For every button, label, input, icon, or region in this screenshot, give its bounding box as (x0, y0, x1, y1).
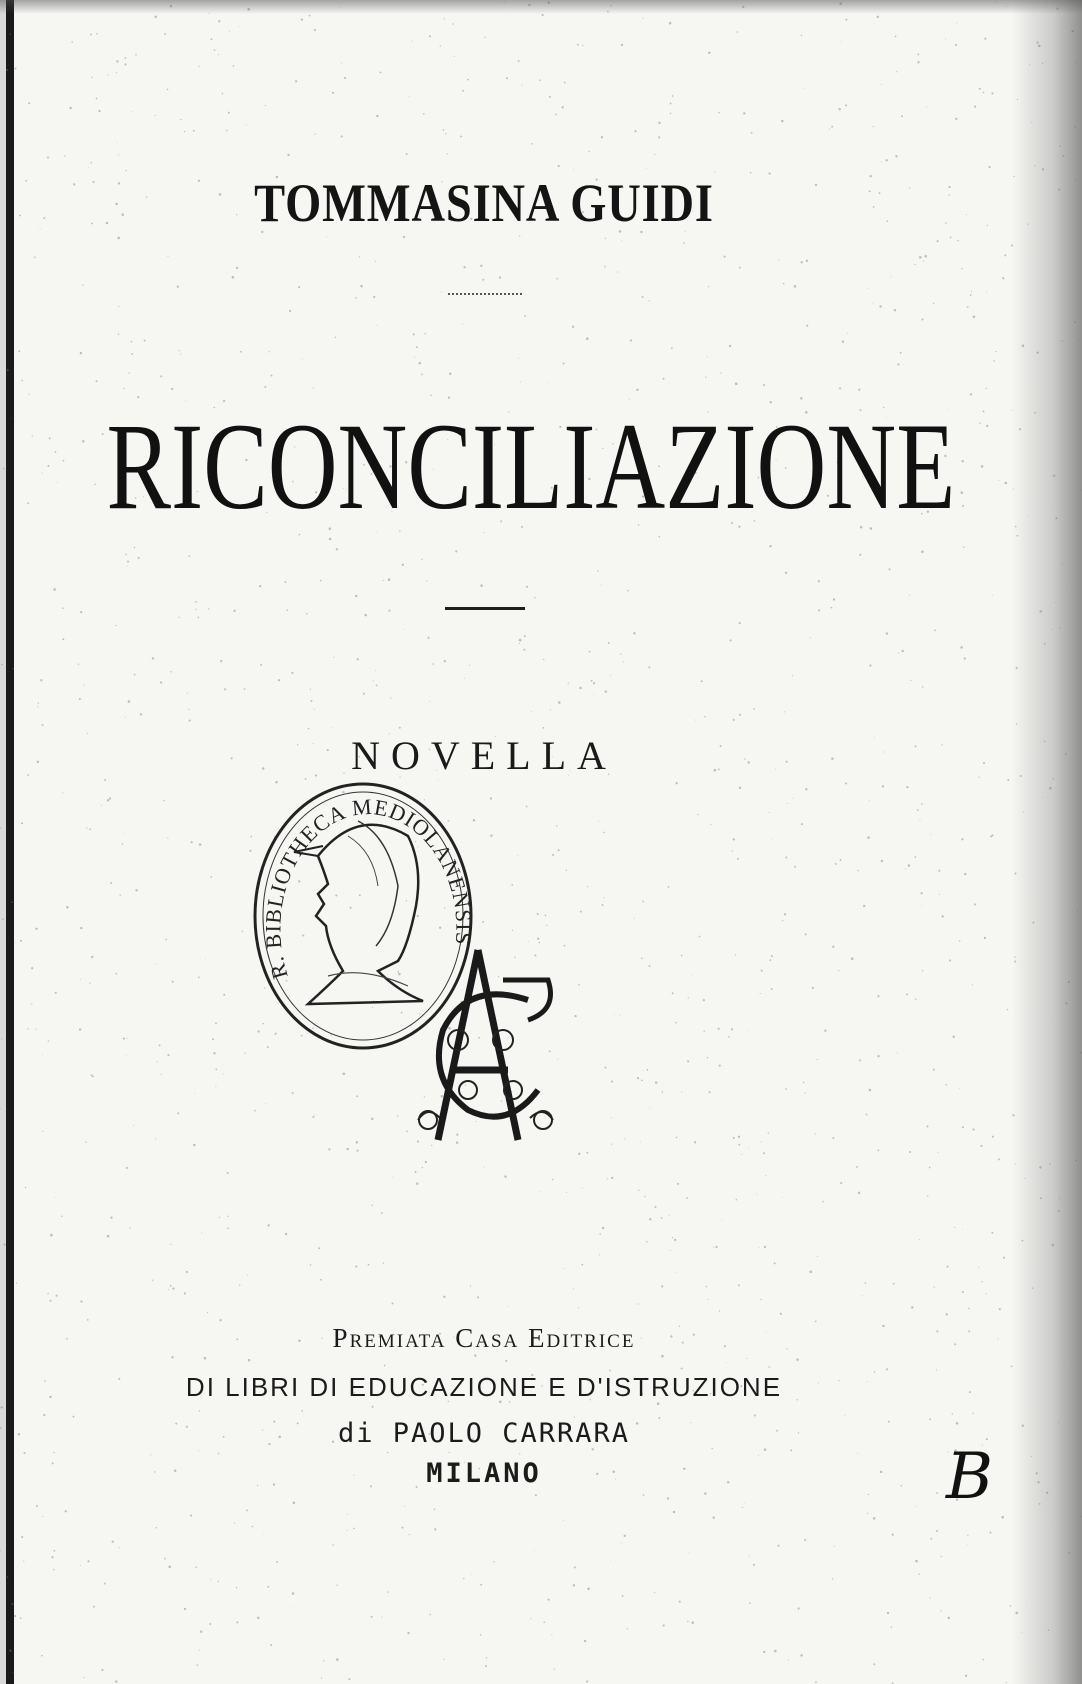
publisher-monogram-icon (408, 940, 568, 1150)
page-top-shadow (0, 0, 1082, 14)
publisher-city: MILANO (426, 1458, 542, 1489)
book-title: RICONCILIAZIONE (106, 398, 956, 535)
publisher-line-1: Premiata Casa Editrice (332, 1323, 636, 1353)
page-edge-shadow (1012, 0, 1082, 1684)
publisher-line-3: di PAOLO CARRARA (337, 1418, 631, 1449)
dotted-divider (448, 293, 522, 295)
author-name: TOMMASINA GUIDI (254, 173, 714, 233)
title-rule (445, 607, 525, 610)
handwritten-shelf-mark (940, 1438, 1010, 1518)
shelf-mark-text: B (946, 1440, 994, 1514)
publisher-line-2: DI LIBRI DI EDUCAZIONE E D'ISTRUZIONE (185, 1372, 783, 1402)
book-genre: NOVELLA (351, 733, 617, 778)
library-stamp-text: R. BIBLIOTHECA MEDIOLANENSIS (260, 793, 477, 982)
